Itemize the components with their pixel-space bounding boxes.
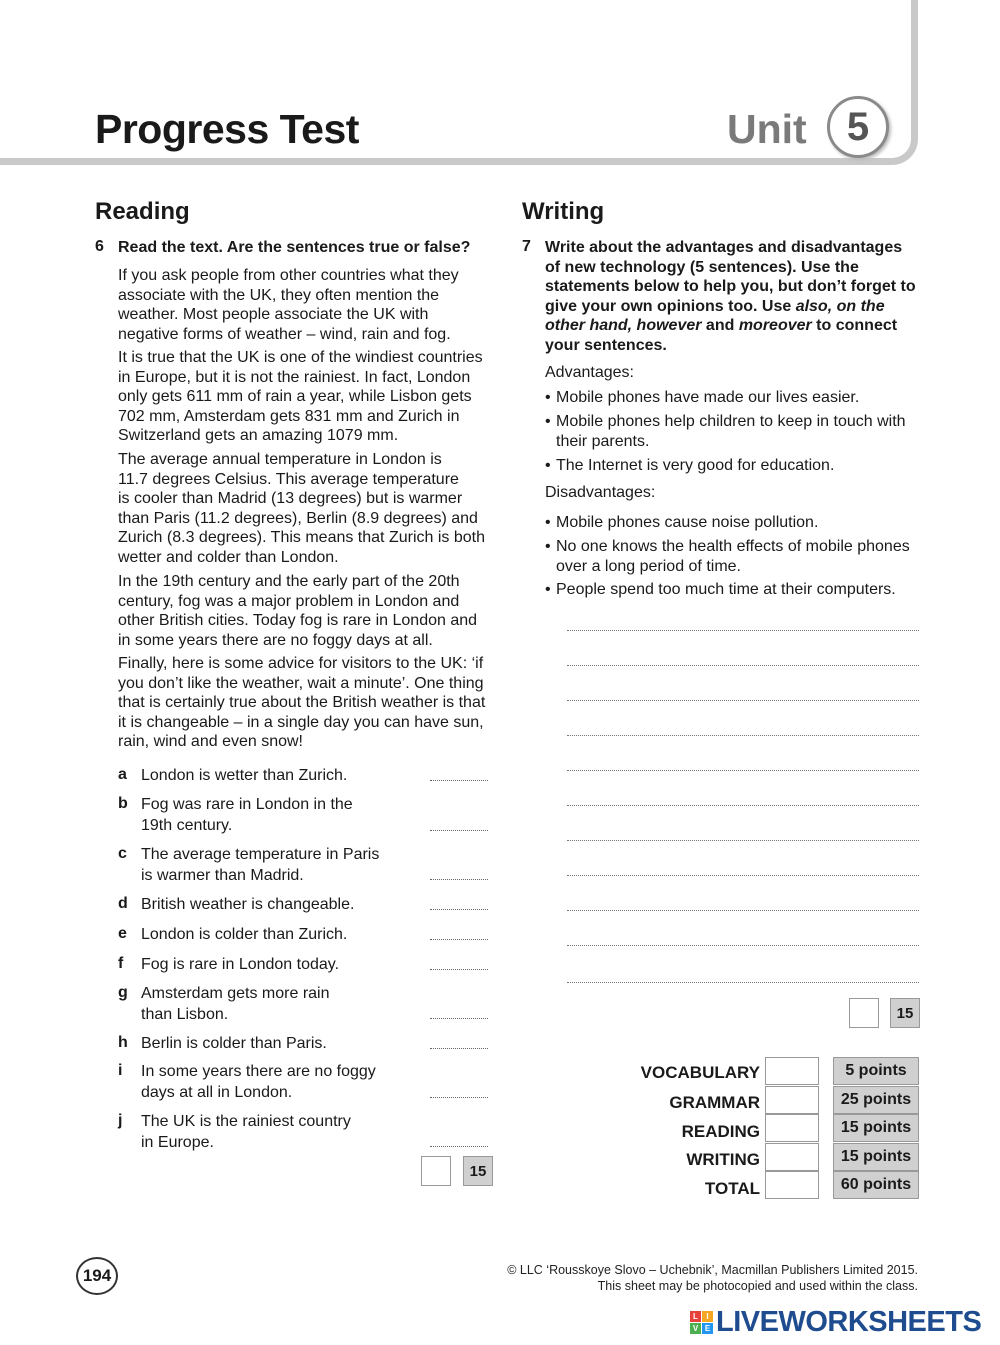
item-text-i: In some years there are no foggy days at all in London.: [141, 1063, 376, 1101]
liveworksheets-logo: [690, 1306, 981, 1339]
summary-points-grammar: 25 points: [833, 1086, 919, 1114]
item-letter-c: c: [118, 845, 127, 862]
answer-blank-c[interactable]: [430, 879, 488, 880]
disadvantage-item: • Mobile phones cause noise pollution.: [545, 513, 931, 533]
reading-question-number: 6: [95, 238, 104, 255]
copyright-line-2: This sheet may be photocopied and used within the class.: [597, 1279, 918, 1293]
logo-letter-v: V: [690, 1323, 701, 1334]
liveworksheets-logo-icon: [690, 1311, 713, 1334]
answer-blank-d[interactable]: [430, 909, 488, 910]
summary-points-reading: 15 points: [833, 1114, 919, 1142]
item-text-h: Berlin is colder than Paris.: [141, 1035, 327, 1052]
writing-question-number: 7: [522, 238, 531, 255]
writing-instruction: Write about the advantages and disadvantages of new technology (5 sentences). Use the statements below to help you, but don’t forget to give your own opinions too. Use also, on the other hand, however and moreover to connect your sentences.: [545, 239, 916, 354]
summary-score-input-total[interactable]: [765, 1171, 819, 1199]
summary-points-total: 60 points: [833, 1171, 919, 1199]
writing-title: Writing: [522, 198, 605, 225]
item-letter-j: j: [118, 1112, 123, 1129]
item-letter-e: e: [118, 925, 127, 942]
writing-answer-line[interactable]: [567, 735, 919, 736]
answer-blank-g[interactable]: [430, 1018, 488, 1019]
writing-score-input[interactable]: [849, 998, 879, 1028]
summary-score-input-writing[interactable]: [765, 1143, 819, 1171]
summary-score-input-grammar[interactable]: [765, 1086, 819, 1114]
summary-label-grammar: GRAMMAR: [669, 1093, 760, 1112]
summary-label-total: TOTAL: [704, 1179, 760, 1198]
item-letter-h: h: [118, 1034, 128, 1051]
copyright-line-1: © LLC ‘Rousskoye Slovo – Uchebnik’, Macmillan Publishers Limited 2015.: [507, 1263, 918, 1277]
writing-answer-line[interactable]: [567, 875, 919, 876]
answer-blank-j[interactable]: [430, 1146, 488, 1147]
liveworksheets-logo-text: LIVEWORKSHEETS: [716, 1306, 982, 1338]
item-text-c: The average temperature in Paris is warmer than Madrid.: [141, 846, 380, 884]
reading-title: Reading: [95, 198, 190, 225]
summary-score-input-reading[interactable]: [765, 1114, 819, 1142]
answer-blank-e[interactable]: [430, 939, 488, 940]
advantage-item: • The Internet is very good for education.: [545, 456, 931, 476]
item-text-a: London is wetter than Zurich.: [141, 767, 348, 784]
answer-blank-b[interactable]: [430, 830, 488, 831]
item-letter-g: g: [118, 984, 128, 1001]
item-letter-d: d: [118, 895, 128, 912]
page-title: Progress Test: [95, 106, 359, 152]
answer-blank-a[interactable]: [430, 780, 488, 781]
reading-paragraph-4: In the 19th century and the early part of the 20th century, fog was a major problem in London and other British cities. Today fog is rare in London and in some years there are no foggy days at all.: [118, 573, 478, 649]
item-letter-a: a: [118, 766, 127, 783]
disadvantage-item: • People spend too much time at their computers.: [545, 580, 931, 600]
disadvantages-label: Disadvantages:: [545, 484, 656, 501]
item-text-g: Amsterdam gets more rain than Lisbon.: [141, 985, 330, 1023]
writing-answer-line[interactable]: [567, 665, 919, 666]
unit-number-badge: 5: [827, 96, 889, 158]
reading-paragraph-3: The average annual temperature in London is 11.7 degrees Celsius. This average temperature is cooler than Madrid (13 degrees) but is warmer than Paris (11.2 degrees), Berlin (8.9 degrees) and Zurich (8.3 degrees). This means that Zurich is both wetter and colder than London.: [118, 451, 485, 566]
advantage-item: • Mobile phones have made our lives easier.: [545, 388, 931, 408]
item-text-e: London is colder than Zurich.: [141, 926, 348, 943]
reading-paragraph-2: It is true that the UK is one of the windiest countries in Europe, but it is not the rainiest. In fact, London only gets 611 mm of rain a year, while Lisbon gets 702 mm, Amsterdam gets 831 mm and Zurich in Switzerland gets an amazing 1079 mm.: [118, 349, 483, 445]
answer-blank-h[interactable]: [430, 1048, 488, 1049]
logo-letter-i: I: [702, 1311, 713, 1322]
reading-instruction: Read the text. Are the sentences true or false?: [118, 239, 471, 256]
item-letter-f: f: [118, 955, 124, 972]
item-text-j: The UK is the rainiest country in Europe.: [141, 1113, 351, 1151]
answer-blank-i[interactable]: [430, 1097, 488, 1098]
item-letter-b: b: [118, 795, 128, 812]
answer-blank-f[interactable]: [430, 969, 488, 970]
summary-label-vocabulary: VOCABULARY: [640, 1063, 760, 1082]
item-letter-i: i: [118, 1062, 123, 1079]
summary-label-reading: READING: [681, 1122, 760, 1141]
logo-letter-e: E: [702, 1323, 713, 1334]
summary-label-writing: WRITING: [686, 1150, 760, 1169]
advantage-item: • Mobile phones help children to keep in touch with their parents.: [545, 412, 931, 451]
item-text-b: Fog was rare in London in the 19th century.: [141, 796, 353, 834]
writing-answer-line[interactable]: [567, 770, 919, 771]
summary-points-vocabulary: 5 points: [833, 1057, 919, 1085]
reading-paragraph-5: Finally, here is some advice for visitors to the UK: ‘if you don’t like the weather, wait a minute’. One thing that is certainly true about the British weather is that it is changeable – in a single day you can have sun, rain, wind and even snow!: [118, 655, 486, 751]
copyright-notice: [507, 1262, 918, 1294]
reading-score-input[interactable]: [421, 1156, 451, 1186]
writing-answer-line[interactable]: [567, 805, 919, 806]
writing-answer-line[interactable]: [567, 700, 919, 701]
writing-answer-line[interactable]: [567, 982, 919, 983]
logo-letter-l: L: [690, 1311, 701, 1322]
reading-max-score: 15: [463, 1156, 493, 1186]
summary-score-input-vocabulary[interactable]: [765, 1057, 819, 1085]
advantages-label: Advantages:: [545, 364, 634, 381]
writing-answer-line[interactable]: [567, 910, 919, 911]
item-text-f: Fog is rare in London today.: [141, 956, 340, 973]
reading-paragraph-1: If you ask people from other countries what they associate with the UK, they often mention the weather. Most people associate the UK with negative forms of weather – wind, rain and fog.: [118, 267, 459, 343]
item-text-d: British weather is changeable.: [141, 896, 355, 913]
page-number: 194: [76, 1257, 118, 1295]
summary-points-writing: 15 points: [833, 1143, 919, 1171]
writing-answer-line[interactable]: [567, 945, 919, 946]
writing-answer-line[interactable]: [567, 840, 919, 841]
writing-answer-line[interactable]: [567, 630, 919, 631]
unit-label: Unit: [727, 106, 807, 152]
disadvantage-item: • No one knows the health effects of mobile phones over a long period of time.: [545, 537, 931, 576]
writing-max-score: 15: [890, 998, 920, 1028]
